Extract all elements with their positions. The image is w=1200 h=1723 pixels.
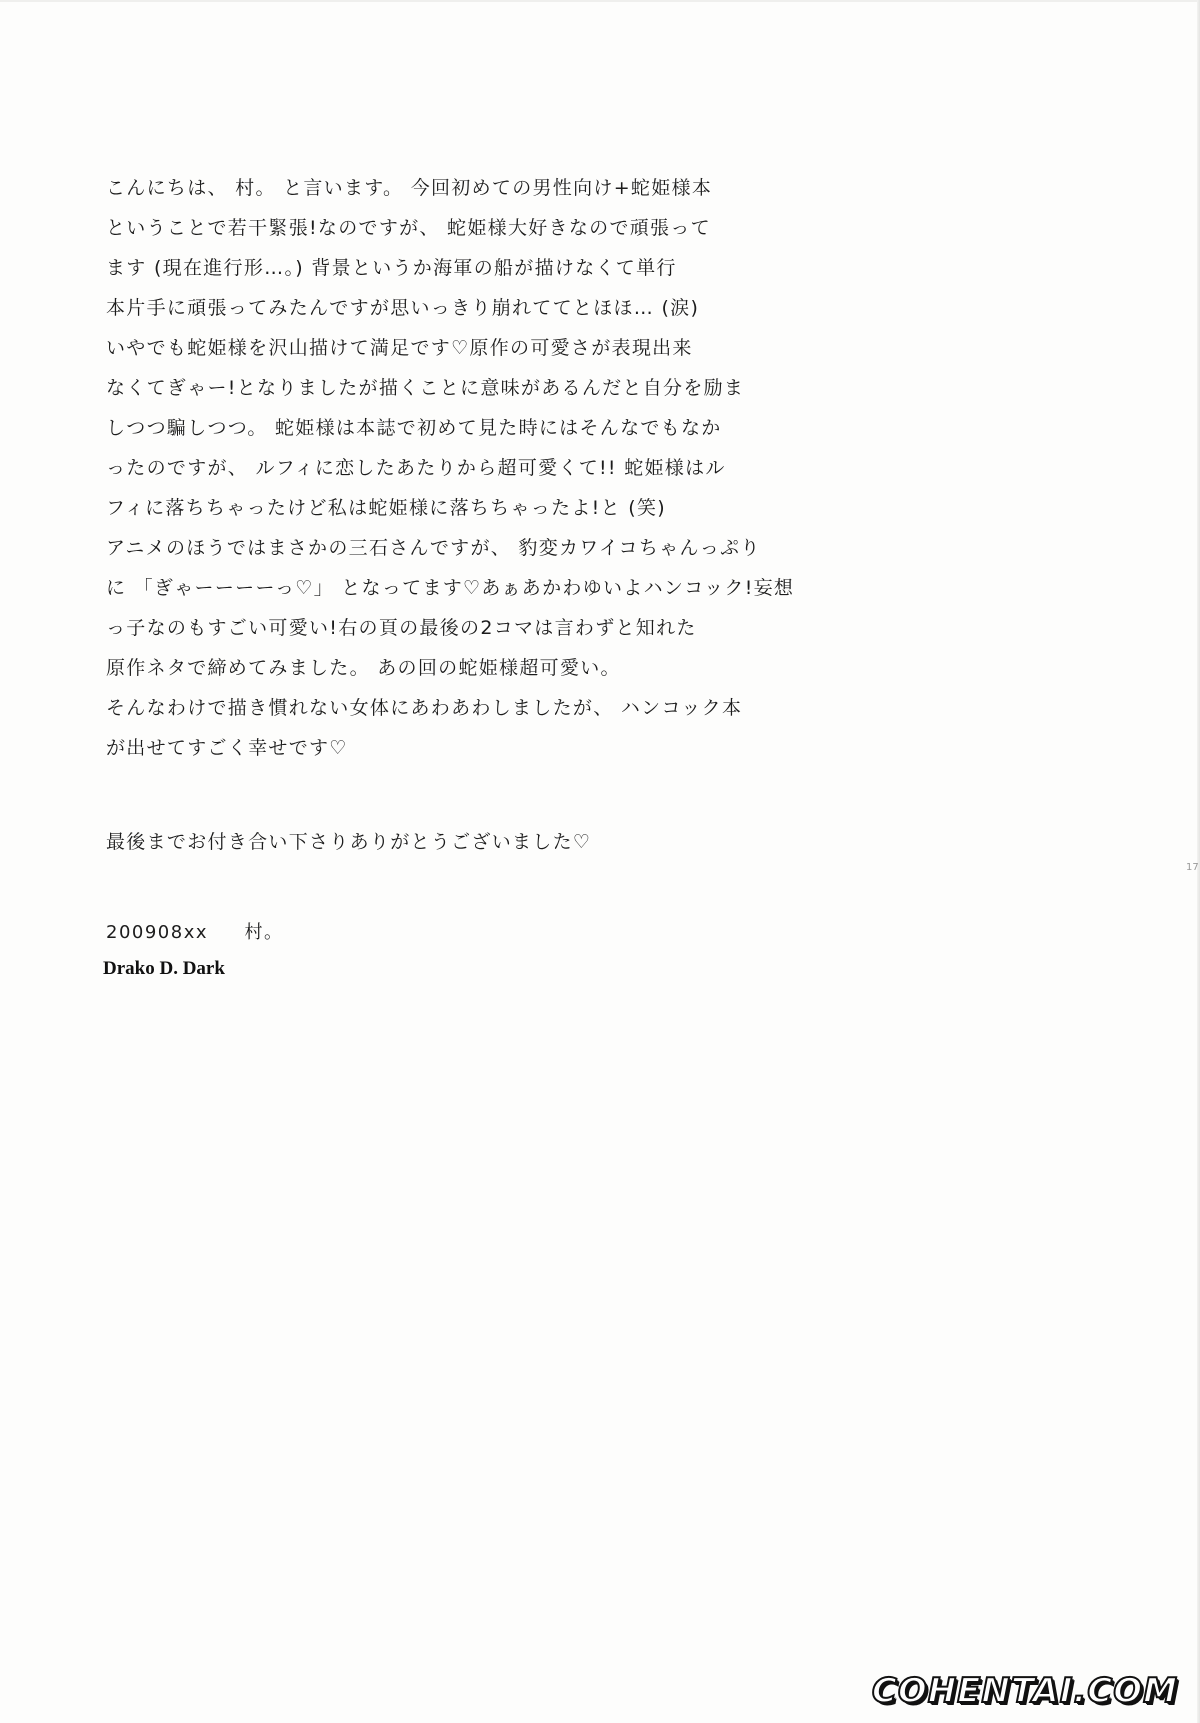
letter-line: フィに落ちちゃったけど私は蛇姫様に落ちちゃったよ!と (笑) [106, 497, 666, 519]
letter-line: こんにちは、 村。 と言います。 今回初めての男性向け+蛇姫様本 [106, 177, 713, 199]
afterword-letter [106, 168, 795, 768]
letter-line: ったのですが、 ルフィに恋したあたりから超可愛くて!! 蛇姫様はル [106, 457, 726, 479]
letter-line: そんなわけで描き慣れない女体にあわあわしましたが、 ハンコック本 [106, 697, 743, 719]
letter-line: 本片手に頑張ってみたんですが思いっきり崩れててとほほ… (涙) [106, 297, 700, 319]
letter-line: ということで若干緊張!なのですが、 蛇姫様大好きなので頑張って [106, 217, 711, 239]
letter-line: に 「ぎゃーーーーっ♡」 となってます♡あぁあかわゆいよハンコック!妄想 [106, 577, 795, 599]
margin-mark: 17 [1186, 862, 1199, 873]
signature-text: 村。 [244, 922, 284, 943]
letter-line: アニメのほうではまさかの三石さんですが、 豹変カワイコちゃんっぷり [106, 537, 761, 559]
closing-line: 最後までお付き合い下さりありがとうございました♡ [106, 831, 592, 853]
letter-line: しつつ騙しつつ。 蛇姫様は本誌で初めて見た時にはそんなでもなか [106, 417, 722, 439]
date-text: 200908xx [106, 922, 209, 943]
letter-line: ます (現在進行形…。) 背景というか海軍の船が描けなくて単行 [106, 257, 677, 279]
watermark-logo: COHENTAI.COM [871, 1671, 1178, 1711]
letter-line: が出せてすごく幸せです♡ [106, 737, 348, 759]
page-edge-top [0, 0, 1200, 2]
scanlator-credit: Drako D. Dark [103, 958, 225, 979]
date-signature [106, 913, 284, 953]
letter-line: いやでも蛇姫様を沢山描けて満足です♡原作の可愛さが表現出来 [106, 337, 693, 359]
letter-line: っ子なのもすごい可愛い!右の頁の最後の2コマは言わずと知れた [106, 617, 697, 639]
letter-line: なくてぎゃー!となりましたが描くことに意味があるんだと自分を励ま [106, 377, 745, 399]
letter-line: 原作ネタで締めてみました。 あの回の蛇姫様超可愛い。 [106, 657, 621, 679]
